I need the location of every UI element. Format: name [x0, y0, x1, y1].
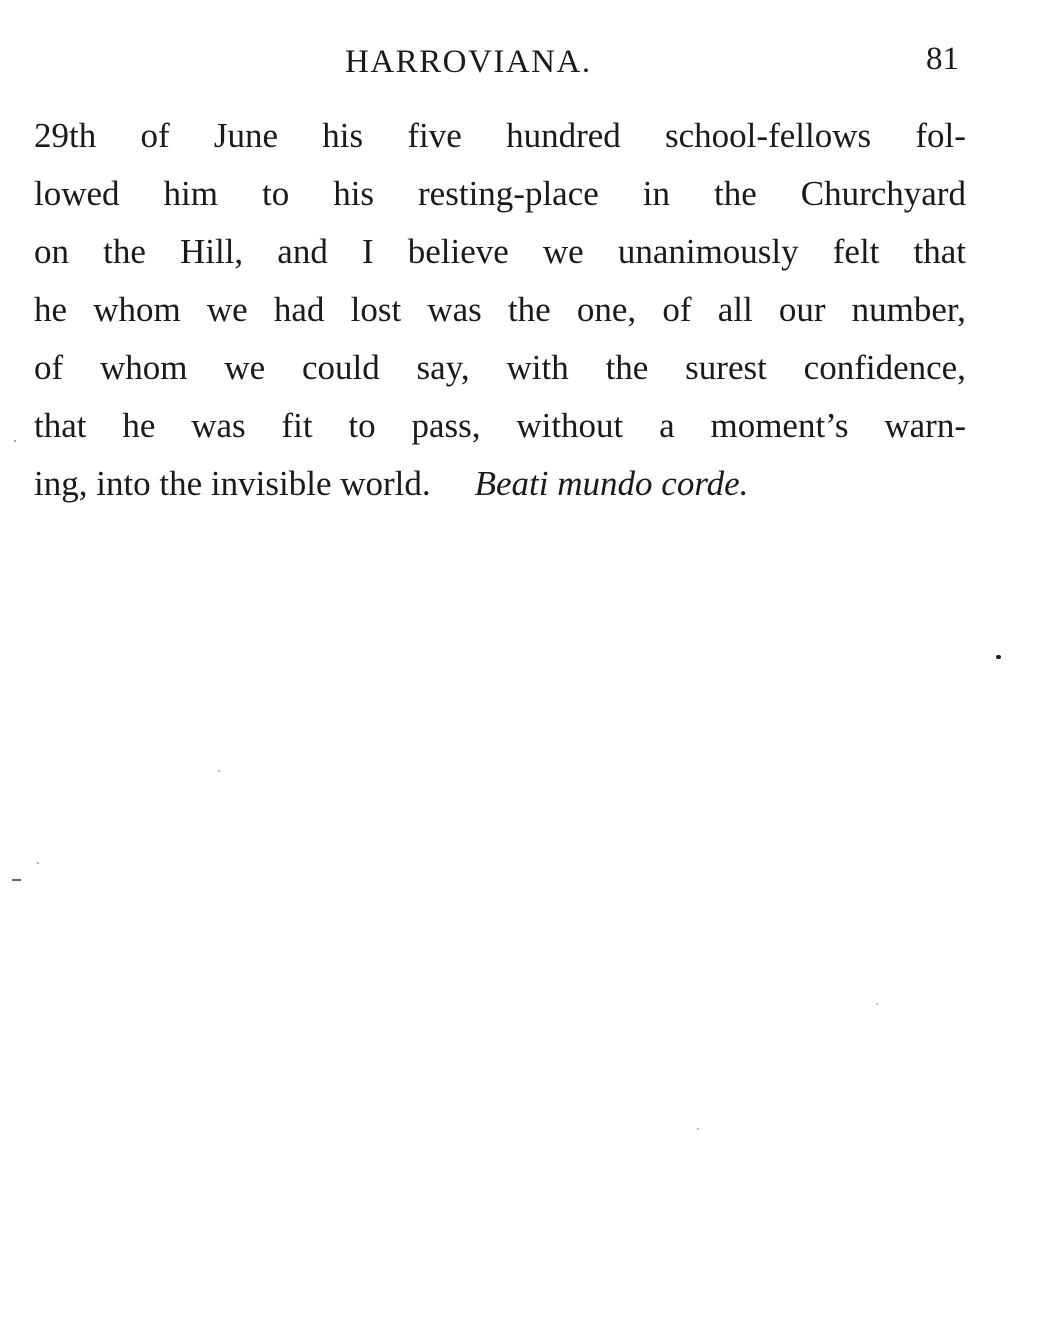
word: June	[213, 116, 279, 155]
text-line	[34, 406, 966, 464]
word: on	[34, 232, 69, 271]
scan-speck	[876, 1003, 878, 1005]
word: 29th	[34, 116, 97, 155]
word: was	[191, 406, 246, 445]
word: we	[224, 348, 266, 387]
word: confidence,	[803, 348, 966, 387]
word: that	[34, 406, 87, 445]
scan-speck	[12, 879, 21, 881]
word: with	[506, 348, 569, 387]
word: five	[407, 116, 462, 155]
word: our	[778, 290, 826, 329]
word: without	[516, 406, 624, 445]
word: surest	[685, 348, 767, 387]
scan-speck	[218, 770, 220, 772]
word: was	[427, 290, 482, 329]
word: lost	[350, 290, 402, 329]
word: of	[140, 116, 170, 155]
word: of	[662, 290, 692, 329]
word: that	[913, 232, 966, 271]
scan-speck	[697, 1128, 699, 1130]
word: of	[34, 348, 64, 387]
word: all	[717, 290, 753, 329]
page-number: 81	[926, 41, 959, 77]
word: school-fellows	[665, 116, 872, 155]
word: we	[542, 232, 584, 271]
text-line	[34, 116, 966, 174]
word: I	[361, 232, 374, 271]
word: whom	[93, 290, 181, 329]
running-title: HARROVIANA.	[345, 44, 592, 80]
word: had	[273, 290, 325, 329]
word: he	[34, 290, 68, 329]
latin-motto: Beati mundo corde.	[474, 464, 749, 503]
word: warn-	[884, 406, 966, 445]
word: pass,	[411, 406, 481, 445]
scan-speck	[37, 862, 39, 864]
word: the	[713, 174, 757, 213]
word: hundred	[506, 116, 621, 155]
word: Hill,	[179, 232, 244, 271]
word: the	[605, 348, 649, 387]
scan-speck	[14, 440, 16, 442]
text-line	[34, 232, 966, 290]
word: fit	[281, 406, 313, 445]
word: him	[163, 174, 218, 213]
word: lowed	[34, 174, 120, 213]
word: in	[642, 174, 670, 213]
word: whom	[99, 348, 188, 387]
word: could	[301, 348, 380, 387]
scan-speck	[996, 655, 1001, 659]
word: one,	[576, 290, 637, 329]
word: number,	[851, 290, 966, 329]
word: unanimously	[617, 232, 799, 271]
word: fol-	[915, 116, 966, 155]
word: believe	[407, 232, 509, 271]
word: his	[333, 174, 375, 213]
closing-text: ing, into the invisible world.	[34, 464, 431, 503]
word: he	[122, 406, 156, 445]
running-head	[0, 41, 1040, 94]
word: his	[322, 116, 364, 155]
word: the	[103, 232, 146, 271]
body-paragraph	[34, 116, 966, 522]
word: resting-place	[418, 174, 599, 213]
word: Churchyard	[800, 174, 966, 213]
word: the	[507, 290, 551, 329]
word: to	[348, 406, 376, 445]
word: a	[659, 406, 675, 445]
word: moment’s	[710, 406, 849, 445]
word: felt	[832, 232, 880, 271]
text-line	[34, 290, 966, 348]
word: and	[277, 232, 328, 271]
text-line	[34, 348, 966, 406]
word: we	[206, 290, 248, 329]
text-line	[34, 174, 966, 232]
word: say,	[416, 348, 470, 387]
word: to	[261, 174, 290, 213]
text-line-last	[34, 464, 966, 522]
